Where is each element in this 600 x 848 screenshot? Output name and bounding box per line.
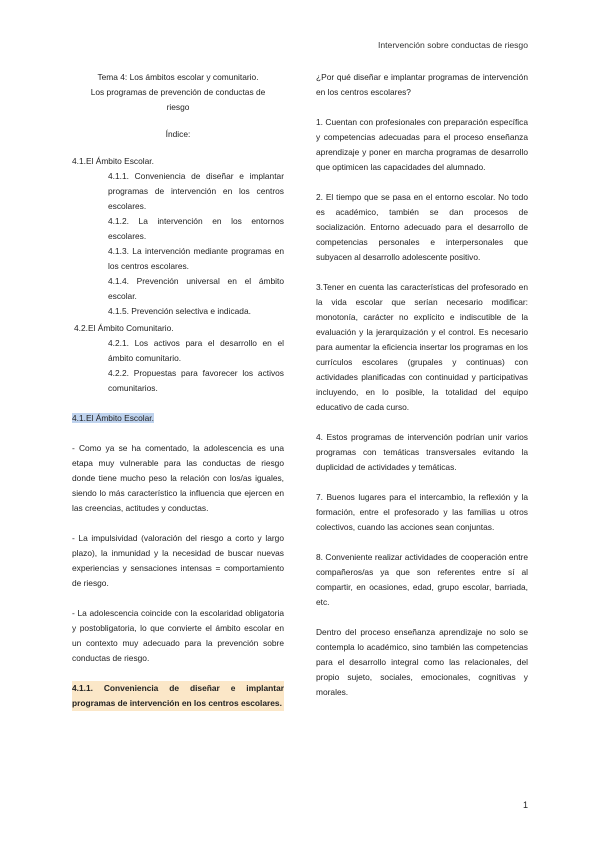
- point-item: 7. Buenos lugares para el intercambio, la reflexión y la formación, entre el profesorado y las familias u otros colectivos, cuando las acciones sean conjuntas.: [316, 492, 528, 532]
- point-item: 4. Estos programas de intervención podrían unir varios programas con temáticas transversales evitando la duplicidad de actividades y temáticas.: [316, 432, 528, 472]
- toc-item: 4.2.1. Los activos para el desarrollo en el ámbito comunitario.: [108, 338, 284, 363]
- toc-item: 4.1.El Ámbito Escolar.: [72, 156, 154, 166]
- toc-item: 4.2.El Ámbito Comunitario.: [74, 323, 174, 333]
- toc-item: 4.1.4. Prevención universal en el ámbito escolar.: [108, 276, 284, 301]
- toc-item: 4.1.5. Prevención selectiva e indicada.: [108, 306, 251, 316]
- toc-item: 4.2.2. Propuestas para favorecer los activos comunitarios.: [108, 368, 284, 393]
- toc-item: 4.1.2. La intervención en los entornos escolares.: [108, 216, 284, 241]
- toc-item: 4.1.3. La intervención mediante programas en los centros escolares.: [108, 246, 284, 271]
- point-item: 2. El tiempo que se pasa en el entorno escolar. No todo es académico, también se dan procesos de socialización. Entorno adecuado para el desarrollo de competencias personales e interpersonales que subyacen al desarrollo adolescente positivo.: [316, 192, 528, 262]
- body-paragraph: - La impulsividad (valoración del riesgo a corto y largo plazo), la inmunidad y la necesidad de buscar nuevas experiencias y sensaciones intensas = comportamiento de riesgo.: [72, 533, 284, 588]
- closing-paragraph: Dentro del proceso enseñanza aprendizaje no solo se contempla lo académico, sino también las competencias para el desarrollo integral como las relacionales, del propio sujeto, sociales, emocionales, cognitivas y morales.: [316, 627, 528, 697]
- subsection-heading: 4.1.1. Conveniencia de diseñar e implantar programas de intervención en los centros escolares.: [72, 681, 284, 711]
- title-line: Los programas de prevención de conductas de: [90, 87, 266, 97]
- point-item: 3.Tener en cuenta las características del profesorado en la vida escolar que serían necesario modificar: monotonía, carácter no explícito e indiscutible de la evaluación y la jerarquización y el control. Es necesario para aumentar la eficiencia insertar los programas en los currículos escolares (grupales y continuas) con actividades planificadas con continuidad y participativas incluyendo, en lo posible, la totalidad del equipo educativo de cada curso.: [316, 282, 528, 412]
- body-paragraph: - La adolescencia coincide con la escolaridad obligatoria y postobligatoria, lo que convierte el ámbito escolar en un contexto muy adecuado para la prevención sobre conductas de riesgo.: [72, 608, 284, 663]
- document-title: [72, 70, 284, 115]
- right-column: [316, 70, 528, 700]
- point-item: 1. Cuentan con profesionales con preparación específica y competencias adecuadas para el proceso enseñanza aprendizaje y poner en marcha programas de desarrollo que optimicen las capacidades del alumnado.: [316, 117, 528, 172]
- toc-item: 4.1.1. Conveniencia de diseñar e implantar programas de intervención en los centros escolares.: [108, 171, 284, 211]
- page-number: 1: [522, 800, 528, 810]
- section-heading: [72, 411, 284, 426]
- table-of-contents: [72, 154, 284, 396]
- question-heading: ¿Por qué diseñar e implantar programas de intervención en los centros escolares?: [316, 72, 528, 97]
- title-line: Tema 4: Los ámbitos escolar y comunitario.: [97, 72, 259, 82]
- running-header: Intervención sobre conductas de riesgo: [377, 40, 528, 50]
- point-item: 8. Conveniente realizar actividades de cooperación entre compañeros/as ya que son referentes entre sí al compartir, en ocasiones, edad, grupo escolar, barriada, etc.: [316, 552, 528, 607]
- index-label: Índice:: [165, 129, 191, 139]
- title-line: riesgo: [166, 102, 190, 112]
- body-paragraph: - Como ya se ha comentado, la adolescencia es una etapa muy vulnerable para las conductas de riesgo donde tiene mucho peso la relación con los/as iguales, siendo lo más característico la influencia que ejercen en las creencias, actitudes y conductas.: [72, 443, 284, 513]
- section-heading-text: 4.1.El Ámbito Escolar.: [72, 413, 154, 423]
- left-column: [72, 70, 284, 711]
